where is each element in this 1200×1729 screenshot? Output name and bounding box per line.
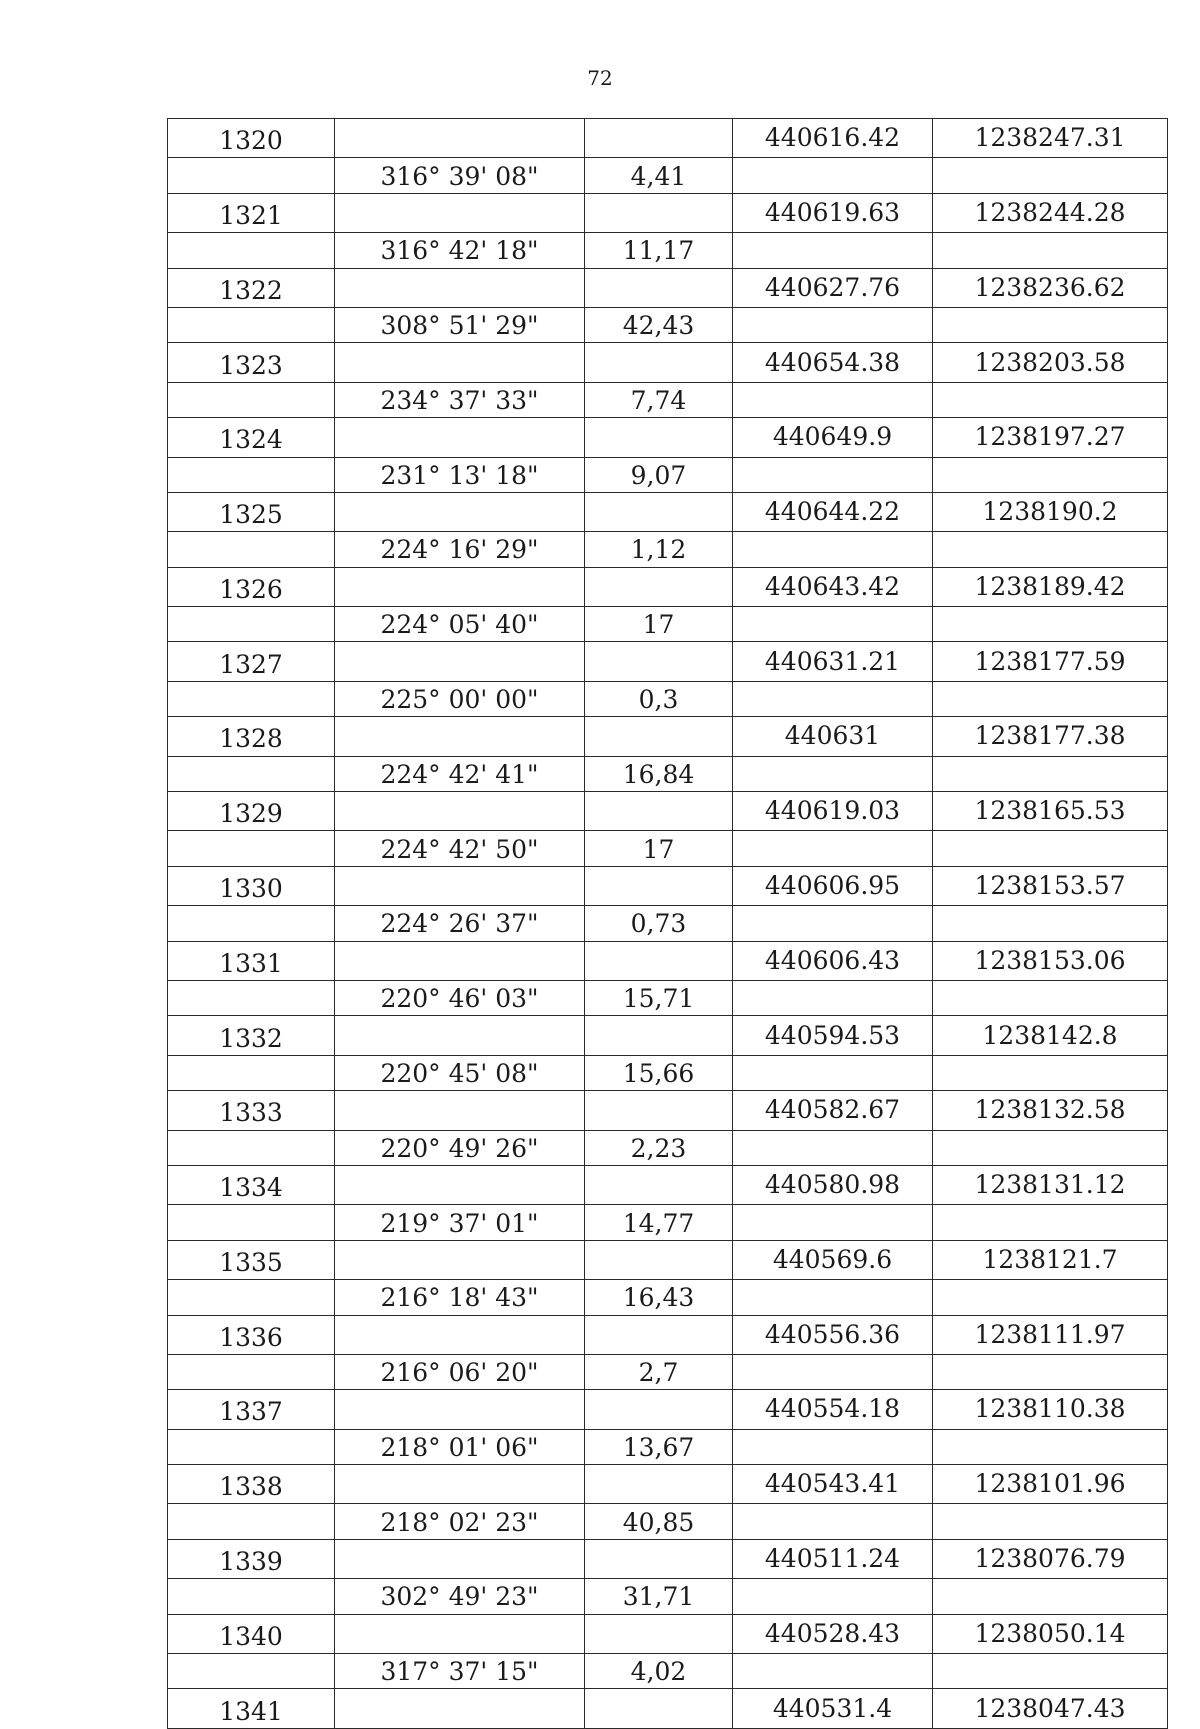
empty-cell (585, 1091, 733, 1130)
empty-cell (733, 457, 933, 492)
empty-cell (335, 268, 585, 307)
x-coordinate: 440631 (733, 717, 933, 756)
x-coordinate: 440627.76 (733, 268, 933, 307)
point-row (168, 418, 1168, 457)
point-row (168, 717, 1168, 756)
segment-row (168, 532, 1168, 567)
empty-cell (585, 941, 733, 980)
point-number: 1321 (168, 193, 335, 232)
empty-cell (335, 492, 585, 531)
point-row (168, 1165, 1168, 1204)
empty-cell (335, 941, 585, 980)
segment-length: 11,17 (585, 233, 733, 268)
point-row (168, 492, 1168, 531)
point-row (168, 1315, 1168, 1354)
empty-cell (733, 382, 933, 417)
empty-cell (733, 681, 933, 716)
empty-cell (168, 1280, 335, 1315)
point-number: 1338 (168, 1465, 335, 1504)
empty-cell (335, 193, 585, 232)
empty-cell (168, 307, 335, 342)
y-coordinate: 1238050.14 (933, 1614, 1168, 1653)
y-coordinate: 1238190.2 (933, 492, 1168, 531)
empty-cell (933, 1579, 1168, 1614)
y-coordinate: 1238047.43 (933, 1689, 1168, 1728)
point-number: 1330 (168, 866, 335, 905)
x-coordinate: 440580.98 (733, 1165, 933, 1204)
empty-cell (933, 1280, 1168, 1315)
empty-cell (733, 1429, 933, 1464)
y-coordinate: 1238142.8 (933, 1016, 1168, 1055)
empty-cell (335, 1390, 585, 1429)
point-row (168, 941, 1168, 980)
empty-cell (933, 831, 1168, 866)
empty-cell (733, 1130, 933, 1165)
empty-cell (335, 1016, 585, 1055)
x-coordinate: 440606.95 (733, 866, 933, 905)
empty-cell (733, 532, 933, 567)
empty-cell (335, 418, 585, 457)
empty-cell (933, 1504, 1168, 1539)
empty-cell (168, 382, 335, 417)
segment-row (168, 1579, 1168, 1614)
segment-length: 7,74 (585, 382, 733, 417)
empty-cell (168, 756, 335, 791)
segment-length: 17 (585, 607, 733, 642)
point-number: 1335 (168, 1240, 335, 1279)
segment-length: 0,73 (585, 906, 733, 941)
empty-cell (585, 193, 733, 232)
empty-cell (585, 1016, 733, 1055)
segment-row (168, 1130, 1168, 1165)
direction-angle: 234° 37' 33" (335, 382, 585, 417)
empty-cell (933, 980, 1168, 1015)
empty-cell (585, 792, 733, 831)
empty-cell (933, 906, 1168, 941)
point-row (168, 1465, 1168, 1504)
y-coordinate: 1238236.62 (933, 268, 1168, 307)
x-coordinate: 440531.4 (733, 1689, 933, 1728)
empty-cell (585, 1614, 733, 1653)
segment-row (168, 1429, 1168, 1464)
empty-cell (168, 1354, 335, 1389)
x-coordinate: 440569.6 (733, 1240, 933, 1279)
empty-cell (733, 756, 933, 791)
segment-length: 0,3 (585, 681, 733, 716)
x-coordinate: 440644.22 (733, 492, 933, 531)
empty-cell (168, 906, 335, 941)
point-number: 1328 (168, 717, 335, 756)
y-coordinate: 1238121.7 (933, 1240, 1168, 1279)
empty-cell (168, 1055, 335, 1090)
point-number: 1340 (168, 1614, 335, 1653)
point-number: 1334 (168, 1165, 335, 1204)
direction-angle: 224° 16' 29" (335, 532, 585, 567)
empty-cell (585, 1539, 733, 1578)
empty-cell (733, 1055, 933, 1090)
point-number: 1324 (168, 418, 335, 457)
empty-cell (933, 457, 1168, 492)
x-coordinate: 440606.43 (733, 941, 933, 980)
empty-cell (168, 1504, 335, 1539)
empty-cell (585, 717, 733, 756)
empty-cell (733, 1654, 933, 1689)
coordinates-table (167, 118, 1168, 1729)
x-coordinate: 440554.18 (733, 1390, 933, 1429)
segment-length: 9,07 (585, 457, 733, 492)
empty-cell (585, 1689, 733, 1728)
y-coordinate: 1238076.79 (933, 1539, 1168, 1578)
empty-cell (933, 607, 1168, 642)
empty-cell (733, 1354, 933, 1389)
point-number: 1339 (168, 1539, 335, 1578)
empty-cell (335, 1165, 585, 1204)
empty-cell (933, 756, 1168, 791)
segment-length: 40,85 (585, 1504, 733, 1539)
point-row (168, 1689, 1168, 1728)
empty-cell (733, 1504, 933, 1539)
empty-cell (733, 1579, 933, 1614)
point-row (168, 1240, 1168, 1279)
empty-cell (933, 158, 1168, 193)
direction-angle: 216° 18' 43" (335, 1280, 585, 1315)
empty-cell (168, 831, 335, 866)
empty-cell (335, 1465, 585, 1504)
point-number: 1336 (168, 1315, 335, 1354)
empty-cell (585, 418, 733, 457)
point-row (168, 1091, 1168, 1130)
empty-cell (585, 1390, 733, 1429)
empty-cell (335, 792, 585, 831)
empty-cell (733, 906, 933, 941)
segment-row (168, 906, 1168, 941)
direction-angle: 218° 02' 23" (335, 1504, 585, 1539)
empty-cell (585, 642, 733, 681)
x-coordinate: 440619.03 (733, 792, 933, 831)
segment-row (168, 158, 1168, 193)
segment-row (168, 1504, 1168, 1539)
empty-cell (933, 1205, 1168, 1240)
point-row (168, 567, 1168, 606)
direction-angle: 220° 49' 26" (335, 1130, 585, 1165)
empty-cell (335, 567, 585, 606)
direction-angle: 316° 39' 08" (335, 158, 585, 193)
empty-cell (168, 1429, 335, 1464)
y-coordinate: 1238244.28 (933, 193, 1168, 232)
y-coordinate: 1238177.38 (933, 717, 1168, 756)
empty-cell (335, 343, 585, 382)
y-coordinate: 1238197.27 (933, 418, 1168, 457)
direction-angle: 224° 42' 41" (335, 756, 585, 791)
y-coordinate: 1238247.31 (933, 119, 1168, 158)
y-coordinate: 1238101.96 (933, 1465, 1168, 1504)
point-row (168, 1390, 1168, 1429)
direction-angle: 316° 42' 18" (335, 233, 585, 268)
point-row (168, 343, 1168, 382)
y-coordinate: 1238203.58 (933, 343, 1168, 382)
segment-row (168, 980, 1168, 1015)
empty-cell (933, 532, 1168, 567)
x-coordinate: 440616.42 (733, 119, 933, 158)
segment-length: 14,77 (585, 1205, 733, 1240)
empty-cell (168, 1205, 335, 1240)
empty-cell (585, 343, 733, 382)
point-number: 1341 (168, 1689, 335, 1728)
segment-length: 13,67 (585, 1429, 733, 1464)
point-number: 1327 (168, 642, 335, 681)
empty-cell (585, 1315, 733, 1354)
point-row (168, 866, 1168, 905)
empty-cell (733, 607, 933, 642)
empty-cell (335, 717, 585, 756)
direction-angle: 220° 45' 08" (335, 1055, 585, 1090)
empty-cell (733, 307, 933, 342)
empty-cell (335, 866, 585, 905)
x-coordinate: 440649.9 (733, 418, 933, 457)
empty-cell (168, 980, 335, 1015)
y-coordinate: 1238110.38 (933, 1390, 1168, 1429)
empty-cell (733, 158, 933, 193)
point-row (168, 119, 1168, 158)
direction-angle: 224° 05' 40" (335, 607, 585, 642)
empty-cell (335, 1091, 585, 1130)
y-coordinate: 1238131.12 (933, 1165, 1168, 1204)
direction-angle: 302° 49' 23" (335, 1579, 585, 1614)
y-coordinate: 1238132.58 (933, 1091, 1168, 1130)
segment-length: 16,43 (585, 1280, 733, 1315)
segment-length: 15,66 (585, 1055, 733, 1090)
y-coordinate: 1238153.06 (933, 941, 1168, 980)
empty-cell (933, 1654, 1168, 1689)
point-row (168, 1016, 1168, 1055)
point-row (168, 642, 1168, 681)
x-coordinate: 440511.24 (733, 1539, 933, 1578)
point-number: 1320 (168, 119, 335, 158)
direction-angle: 224° 26' 37" (335, 906, 585, 941)
x-coordinate: 440654.38 (733, 343, 933, 382)
coordinates-table-body (168, 119, 1168, 1729)
empty-cell (168, 233, 335, 268)
empty-cell (585, 567, 733, 606)
segment-row (168, 307, 1168, 342)
empty-cell (335, 119, 585, 158)
segment-length: 4,02 (585, 1654, 733, 1689)
segment-row (168, 1354, 1168, 1389)
empty-cell (335, 1614, 585, 1653)
direction-angle: 224° 42' 50" (335, 831, 585, 866)
segment-row (168, 831, 1168, 866)
empty-cell (933, 1130, 1168, 1165)
segment-length: 1,12 (585, 532, 733, 567)
empty-cell (733, 233, 933, 268)
segment-row (168, 1205, 1168, 1240)
segment-row (168, 457, 1168, 492)
empty-cell (933, 382, 1168, 417)
empty-cell (585, 1465, 733, 1504)
point-number: 1322 (168, 268, 335, 307)
point-row (168, 792, 1168, 831)
direction-angle: 308° 51' 29" (335, 307, 585, 342)
direction-angle: 216° 06' 20" (335, 1354, 585, 1389)
empty-cell (168, 681, 335, 716)
segment-length: 15,71 (585, 980, 733, 1015)
x-coordinate: 440582.67 (733, 1091, 933, 1130)
segment-row (168, 756, 1168, 791)
page-number: 72 (587, 66, 613, 90)
segment-row (168, 233, 1168, 268)
empty-cell (168, 1130, 335, 1165)
empty-cell (168, 532, 335, 567)
point-number: 1323 (168, 343, 335, 382)
y-coordinate: 1238153.57 (933, 866, 1168, 905)
direction-angle: 220° 46' 03" (335, 980, 585, 1015)
segment-row (168, 681, 1168, 716)
x-coordinate: 440594.53 (733, 1016, 933, 1055)
x-coordinate: 440619.63 (733, 193, 933, 232)
empty-cell (168, 607, 335, 642)
point-number: 1333 (168, 1091, 335, 1130)
point-number: 1337 (168, 1390, 335, 1429)
empty-cell (733, 831, 933, 866)
empty-cell (335, 1240, 585, 1279)
y-coordinate: 1238165.53 (933, 792, 1168, 831)
empty-cell (933, 307, 1168, 342)
y-coordinate: 1238189.42 (933, 567, 1168, 606)
segment-row (168, 1280, 1168, 1315)
empty-cell (335, 1539, 585, 1578)
empty-cell (585, 492, 733, 531)
x-coordinate: 440556.36 (733, 1315, 933, 1354)
segment-length: 16,84 (585, 756, 733, 791)
empty-cell (168, 457, 335, 492)
empty-cell (733, 980, 933, 1015)
segment-length: 31,71 (585, 1579, 733, 1614)
empty-cell (585, 866, 733, 905)
empty-cell (168, 1579, 335, 1614)
x-coordinate: 440643.42 (733, 567, 933, 606)
empty-cell (933, 1429, 1168, 1464)
y-coordinate: 1238177.59 (933, 642, 1168, 681)
direction-angle: 225° 00' 00" (335, 681, 585, 716)
x-coordinate: 440528.43 (733, 1614, 933, 1653)
segment-length: 2,23 (585, 1130, 733, 1165)
x-coordinate: 440543.41 (733, 1465, 933, 1504)
point-row (168, 268, 1168, 307)
direction-angle: 219° 37' 01" (335, 1205, 585, 1240)
empty-cell (933, 1354, 1168, 1389)
empty-cell (585, 268, 733, 307)
empty-cell (168, 1654, 335, 1689)
empty-cell (585, 1165, 733, 1204)
direction-angle: 218° 01' 06" (335, 1429, 585, 1464)
segment-row (168, 382, 1168, 417)
direction-angle: 231° 13' 18" (335, 457, 585, 492)
point-number: 1325 (168, 492, 335, 531)
empty-cell (335, 1689, 585, 1728)
segment-length: 2,7 (585, 1354, 733, 1389)
empty-cell (733, 1280, 933, 1315)
direction-angle: 317° 37' 15" (335, 1654, 585, 1689)
point-number: 1329 (168, 792, 335, 831)
point-row (168, 193, 1168, 232)
empty-cell (933, 233, 1168, 268)
empty-cell (585, 1240, 733, 1279)
point-number: 1326 (168, 567, 335, 606)
empty-cell (733, 1205, 933, 1240)
empty-cell (168, 158, 335, 193)
segment-length: 17 (585, 831, 733, 866)
point-row (168, 1539, 1168, 1578)
segment-row (168, 607, 1168, 642)
point-number: 1331 (168, 941, 335, 980)
point-number: 1332 (168, 1016, 335, 1055)
empty-cell (335, 1315, 585, 1354)
segment-row (168, 1654, 1168, 1689)
empty-cell (933, 1055, 1168, 1090)
point-row (168, 1614, 1168, 1653)
empty-cell (585, 119, 733, 158)
x-coordinate: 440631.21 (733, 642, 933, 681)
segment-length: 42,43 (585, 307, 733, 342)
empty-cell (933, 681, 1168, 716)
segment-length: 4,41 (585, 158, 733, 193)
y-coordinate: 1238111.97 (933, 1315, 1168, 1354)
empty-cell (335, 642, 585, 681)
segment-row (168, 1055, 1168, 1090)
